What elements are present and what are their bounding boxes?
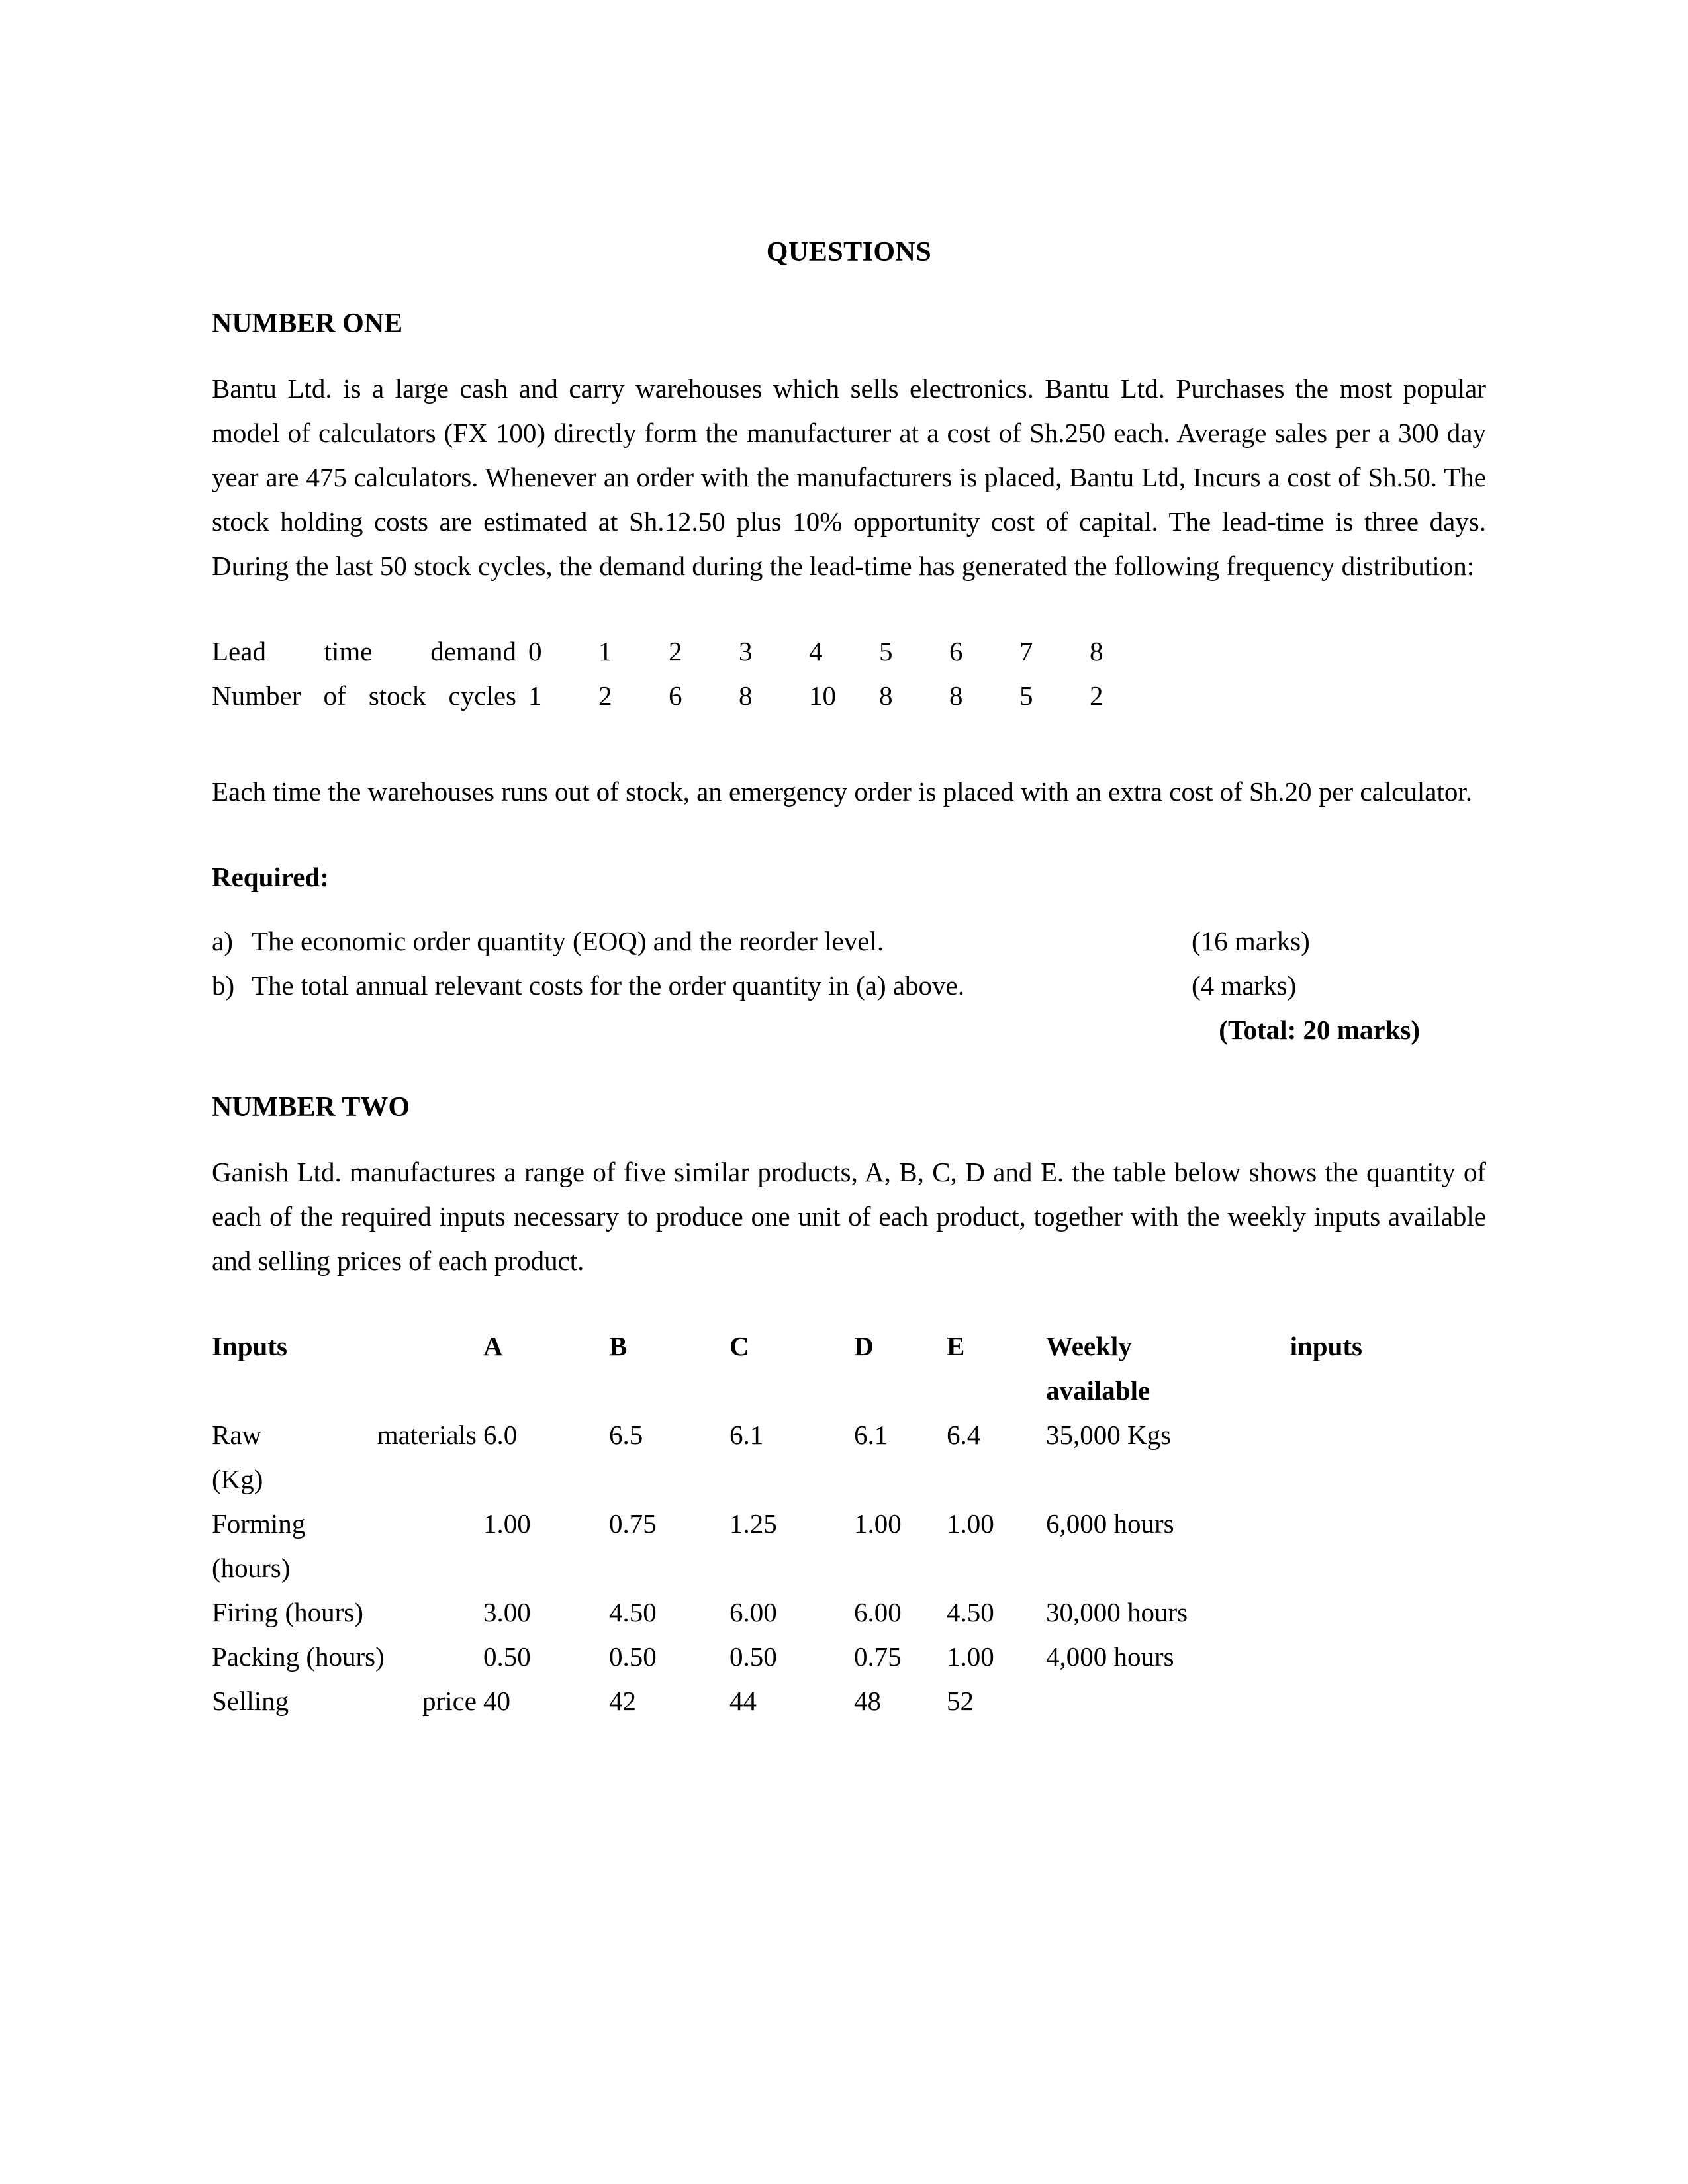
column-header-b: B <box>609 1331 628 1361</box>
column-header-e: E <box>947 1331 965 1361</box>
raw-materials-b: 6.5 <box>609 1420 643 1450</box>
row-label-raw-materials <box>212 1413 483 1502</box>
table-row <box>212 1590 1420 1635</box>
selling-price-d: 48 <box>854 1686 881 1716</box>
raw-materials-c: 6.1 <box>729 1420 764 1450</box>
firing-c: 6.00 <box>729 1597 777 1627</box>
lead-time-demand-2: 2 <box>669 636 682 666</box>
firing-a: 3.00 <box>483 1597 531 1627</box>
firing-d: 6.00 <box>854 1597 902 1627</box>
spacer <box>212 814 1486 855</box>
weekly-word: Weekly <box>1046 1331 1132 1361</box>
packing-weekly: 4,000 hours <box>1046 1641 1174 1672</box>
stock-cycles-8: 2 <box>1090 680 1103 711</box>
forming-b: 0.75 <box>609 1508 657 1539</box>
selling-price-a: 40 <box>483 1686 510 1716</box>
table-row-lead-time-demand <box>212 629 1157 674</box>
raw-materials-d: 6.1 <box>854 1420 888 1450</box>
table-row <box>212 1679 1420 1723</box>
table-header-row <box>212 1324 1420 1413</box>
weekly-inputs-line-one <box>1046 1324 1362 1369</box>
requirement-marker-b: b) <box>212 970 235 1001</box>
firing-weekly: 30,000 hours <box>1046 1597 1188 1627</box>
selling-price-weekly <box>1046 1679 1420 1723</box>
stock-cycles-2: 6 <box>669 680 682 711</box>
frequency-distribution-table <box>212 629 1157 718</box>
raw-materials-e: 6.4 <box>947 1420 981 1450</box>
row-label-number-of-stock-cycles: Number of stock cycles <box>212 680 516 711</box>
forming-a: 1.00 <box>483 1508 531 1539</box>
row-label-line-one: Forming <box>212 1508 306 1539</box>
requirement-marks-b: (4 marks) <box>1192 970 1297 1001</box>
row-label-lead-time-demand: Lead time demand <box>212 636 516 666</box>
requirement-marks-a: (16 marks) <box>1192 926 1310 956</box>
inputs-word: inputs <box>1289 1331 1362 1361</box>
list-item <box>212 919 1486 964</box>
packing-d: 0.75 <box>854 1641 902 1672</box>
row-label-line-one: Raw materials <box>212 1420 477 1450</box>
raw-materials-weekly: 35,000 Kgs <box>1046 1420 1172 1450</box>
requirements-list <box>212 919 1486 1008</box>
selling-price-b: 42 <box>609 1686 636 1716</box>
packing-c: 0.50 <box>729 1641 777 1672</box>
spacer <box>212 899 1486 919</box>
weekly-inputs-line-two: available <box>1046 1375 1150 1406</box>
firing-b: 4.50 <box>609 1597 657 1627</box>
total-marks-question-one: (Total: 20 marks) <box>1219 1015 1420 1045</box>
row-label-line-two: (Kg) <box>212 1464 263 1494</box>
spacer <box>212 718 1486 770</box>
row-label-packing: Packing (hours) <box>212 1641 385 1672</box>
spacer <box>212 588 1486 629</box>
row-label-forming <box>212 1502 483 1590</box>
column-header-weekly-inputs-available <box>1046 1324 1420 1413</box>
emergency-order-note: Each time the warehouses runs out of stock, an emergency order is placed with an extra cost of Sh.20 per calculator. <box>212 776 1472 807</box>
stock-cycles-1: 2 <box>598 680 612 711</box>
table-row <box>212 1413 1420 1502</box>
stock-cycles-0: 1 <box>528 680 542 711</box>
requirement-marker-a: a) <box>212 926 233 956</box>
lead-time-demand-3: 3 <box>739 636 753 666</box>
stock-cycles-4: 10 <box>809 680 836 711</box>
table-row <box>212 1635 1420 1679</box>
forming-e: 1.00 <box>947 1508 994 1539</box>
stock-cycles-3: 8 <box>739 680 753 711</box>
list-item <box>212 964 1486 1008</box>
firing-e: 4.50 <box>947 1597 994 1627</box>
lead-time-demand-0: 0 <box>528 636 542 666</box>
heading-number-two: NUMBER TWO <box>212 1092 410 1122</box>
row-label-line-two: (hours) <box>212 1553 291 1583</box>
requirement-text-b: The total annual relevant costs for the order quantity in (a) above. <box>252 970 964 1001</box>
document-content <box>212 238 1486 1723</box>
lead-time-demand-1: 1 <box>598 636 612 666</box>
question-one-intro: Bantu Ltd. is a large cash and carry warehouses which sells electronics. Bantu Ltd. Purchases the most popular model of calculators (FX 100) directly form the manufacturer at a cost of Sh.250 each. Average sales per a 300 day year are 475 calculators. Whenever an order with the manufacturers is placed, Bantu Ltd, Incurs a cost of Sh.50. The stock holding costs are estimated at Sh.12.50 plus 10% opportunity cost of capital. The lead-time is three days. During the last 50 stock cycles, the demand during the lead-time has generated the following frequency distribution: <box>212 373 1486 581</box>
raw-materials-a: 6.0 <box>483 1420 518 1450</box>
forming-c: 1.25 <box>729 1508 777 1539</box>
packing-b: 0.50 <box>609 1641 657 1672</box>
stock-cycles-6: 8 <box>949 680 963 711</box>
forming-d: 1.00 <box>854 1508 902 1539</box>
requirement-text-a: The economic order quantity (EOQ) and the reorder level. <box>252 926 884 956</box>
page-title: QUESTIONS <box>766 237 932 267</box>
lead-time-demand-4: 4 <box>809 636 823 666</box>
stock-cycles-7: 5 <box>1019 680 1033 711</box>
row-label-selling-price <box>212 1679 483 1723</box>
spacer <box>212 1283 1486 1324</box>
row-label-firing: Firing (hours) <box>212 1597 363 1627</box>
packing-a: 0.50 <box>483 1641 531 1672</box>
table-row <box>212 1502 1420 1590</box>
column-header-d: D <box>854 1331 874 1361</box>
question-two-intro: Ganish Ltd. manufactures a range of five similar products, A, B, C, D and E. the table below shows the quantity of each of the required inputs necessary to produce one unit of each product, together with the weekly inputs available and selling prices of each product. <box>212 1157 1486 1276</box>
lead-time-demand-6: 6 <box>949 636 963 666</box>
lead-time-demand-5: 5 <box>879 636 893 666</box>
table-row-number-of-stock-cycles <box>212 674 1157 718</box>
column-header-a: A <box>483 1331 503 1361</box>
required-label: Required: <box>212 862 329 892</box>
lead-time-demand-8: 8 <box>1090 636 1103 666</box>
lead-time-demand-7: 7 <box>1019 636 1033 666</box>
forming-weekly: 6,000 hours <box>1046 1508 1174 1539</box>
row-label-line-one: Selling price <box>212 1686 477 1716</box>
spacer <box>212 1052 1486 1093</box>
packing-e: 1.00 <box>947 1641 994 1672</box>
selling-price-e: 52 <box>947 1686 974 1716</box>
stock-cycles-5: 8 <box>879 680 893 711</box>
column-header-inputs: Inputs <box>212 1331 287 1361</box>
inputs-requirements-table <box>212 1324 1420 1723</box>
heading-number-one: NUMBER ONE <box>212 308 403 339</box>
column-header-c: C <box>729 1331 749 1361</box>
selling-price-c: 44 <box>729 1686 757 1716</box>
